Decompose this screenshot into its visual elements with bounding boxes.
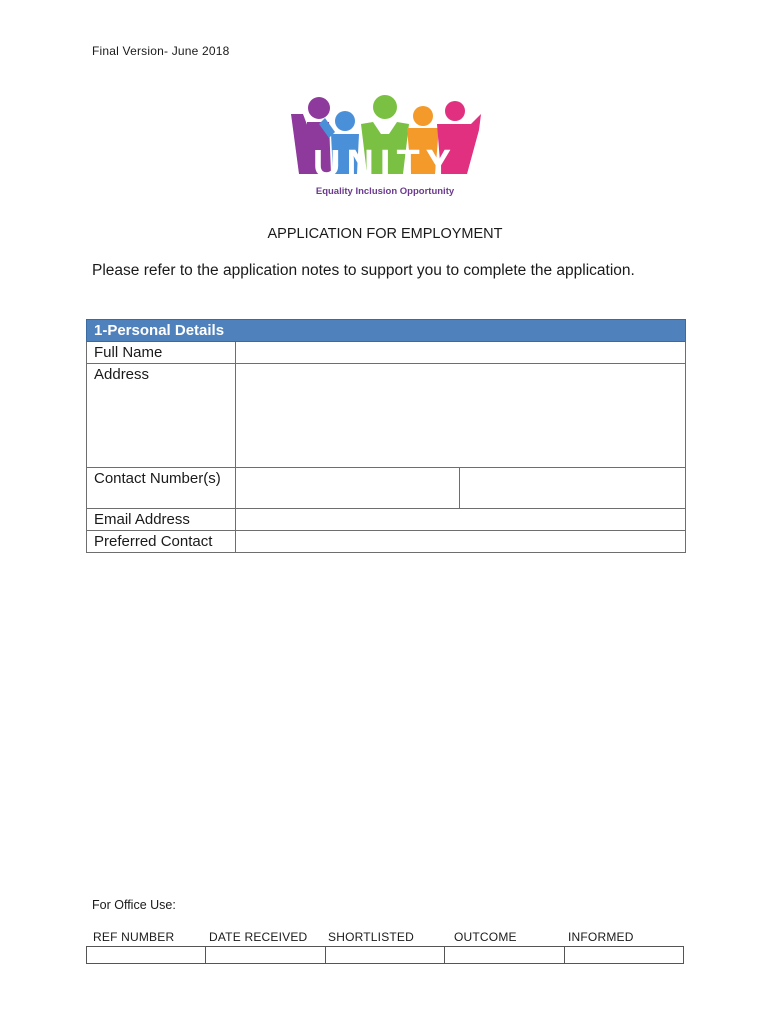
office-col-date-received: DATE RECEIVED <box>209 930 308 944</box>
office-col-ref: REF NUMBER <box>93 930 175 944</box>
contact-number-label: Contact Number(s) <box>87 468 236 509</box>
unity-logo <box>285 94 485 202</box>
full-name-label: Full Name <box>87 342 236 364</box>
office-use-headers <box>86 930 686 946</box>
office-use-label: For Office Use: <box>92 898 176 912</box>
informed-field[interactable] <box>564 947 683 964</box>
personal-details-table <box>86 319 686 553</box>
office-col-informed: INFORMED <box>568 930 634 944</box>
preferred-contact-label: Preferred Contact <box>87 531 236 553</box>
version-note: Final Version- June 2018 <box>92 44 230 58</box>
office-col-shortlisted: SHORTLISTED <box>328 930 414 944</box>
outcome-field[interactable] <box>445 947 564 964</box>
document-title: APPLICATION FOR EMPLOYMENT <box>267 226 503 242</box>
office-use-table <box>86 946 684 964</box>
preferred-contact-field[interactable] <box>236 531 686 553</box>
logo-tagline: Equality Inclusion Opportunity <box>315 186 455 197</box>
date-received-field[interactable] <box>206 947 325 964</box>
full-name-field[interactable] <box>236 342 686 364</box>
contact-number-field-2[interactable] <box>460 468 686 509</box>
intro-paragraph: Please refer to the application notes to support you to complete the application. <box>92 262 635 279</box>
section-header: 1-Personal Details <box>87 320 686 342</box>
address-label: Address <box>87 364 236 468</box>
email-address-label: Email Address <box>87 509 236 531</box>
contact-number-field-1[interactable] <box>236 468 460 509</box>
address-field[interactable] <box>236 364 686 468</box>
office-col-outcome: OUTCOME <box>454 930 517 944</box>
ref-number-field[interactable] <box>87 947 206 964</box>
logo-wordmark: UNITY <box>313 143 457 185</box>
email-address-field[interactable] <box>236 509 686 531</box>
shortlisted-field[interactable] <box>325 947 444 964</box>
